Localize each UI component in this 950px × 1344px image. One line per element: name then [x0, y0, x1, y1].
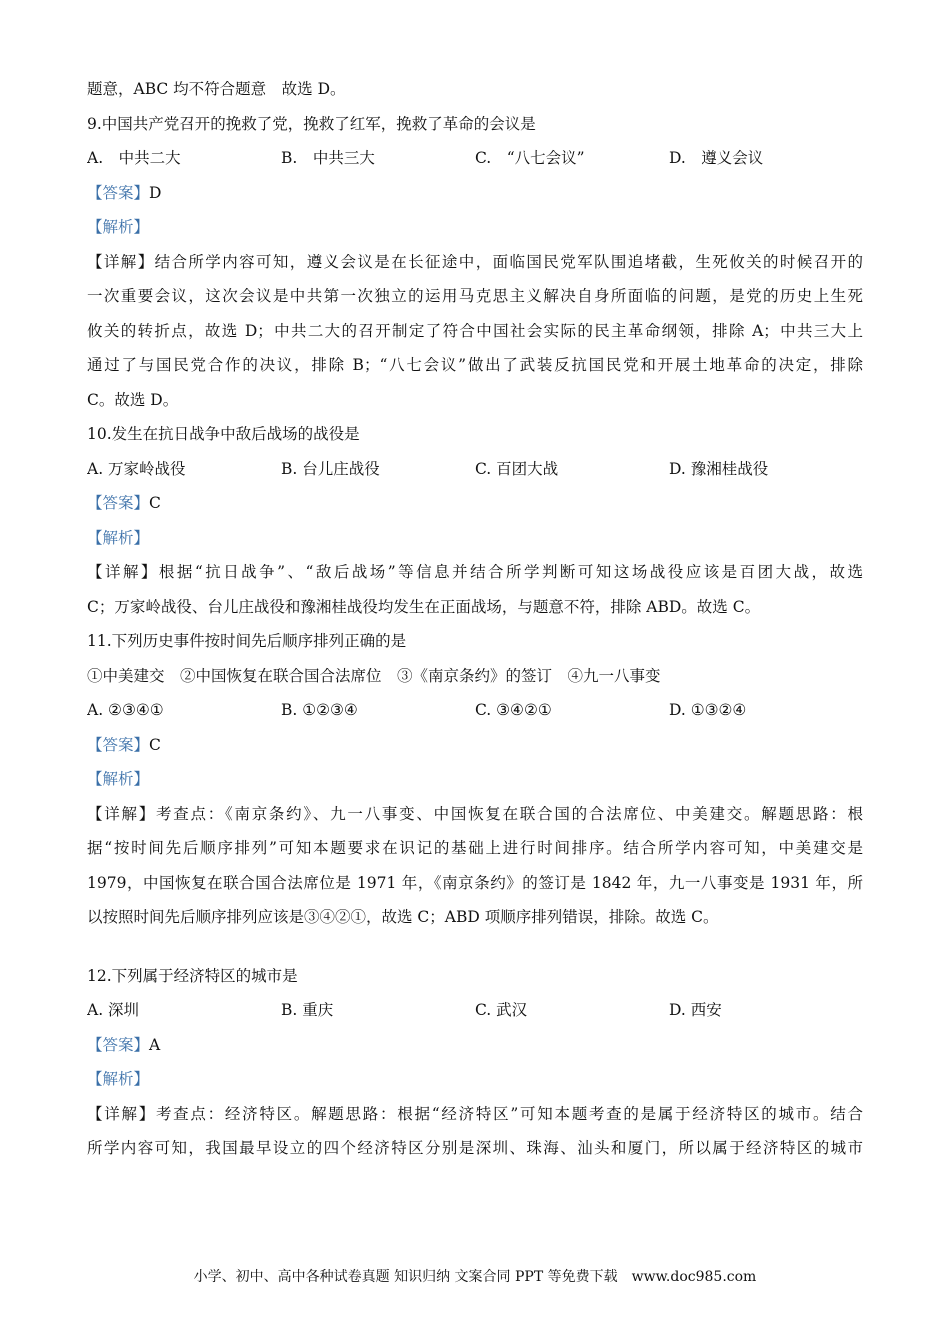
question-12-options	[87, 993, 863, 1028]
question-9-detail	[87, 245, 863, 418]
detail-line: 以按照时间先后顺序排列应该是③④②①，故选 C；ABD 项顺序排列错误，排除。故选 C。	[87, 908, 719, 926]
answer-value: C	[149, 494, 161, 512]
answer-value: C	[149, 735, 161, 754]
answer-value: D	[149, 183, 162, 202]
answer-label: 【答案】	[87, 183, 150, 202]
option-a: A. 万家岭战役	[87, 459, 186, 478]
question-11-analysis-label: 【解析】	[87, 770, 150, 788]
question-12-answer	[87, 1028, 863, 1063]
option-c: C. “八七会议”	[475, 149, 585, 167]
blank-gap	[87, 935, 863, 959]
question-11-detail	[87, 797, 863, 935]
option-d: D. 西安	[669, 1001, 722, 1019]
option-d: D. ①③②④	[669, 701, 747, 719]
detail-line: 一次重要会议，这次会议是中共第一次独立的运用马克思主义解决自身所面临的问题，是党的历史上生死	[87, 287, 863, 305]
document-body	[87, 72, 863, 1166]
option-c: C. 百团大战	[475, 459, 559, 478]
question-10-analysis-label: 【解析】	[87, 528, 150, 547]
detail-line: 【详解】结合所学内容可知，遵义会议是在长征途中，面临国民党军队围追堵截，生死攸关的时候召开的	[87, 252, 863, 271]
option-b: B. 台儿庄战役	[281, 459, 380, 478]
option-d: D. 遵义会议	[669, 149, 764, 167]
continued-text: 题意，ABC 均不符合题意 故选 D。	[87, 80, 346, 98]
question-12-stem: 12.下列属于经济特区的城市是	[87, 966, 298, 985]
answer-value: A	[149, 1035, 161, 1054]
detail-line: 【详解】考查点：经济特区。解题思路：根据“经济特区”可知本题考查的是属于经济特区的城市。结合	[87, 1104, 863, 1123]
question-12-detail	[87, 1097, 863, 1166]
question-9-stem: 9.中国共产党召开的挽救了党，挽救了红军，挽救了革命的会议是	[87, 114, 536, 133]
detail-line: 【详解】考查点：《南京条约》、九一八事变、中国恢复在联合国的合法席位、中美建交。解题思路：根	[87, 804, 863, 823]
question-11-events: ①中美建交 ②中国恢复在联合国合法席位 ③《南京条约》的签订 ④九一八事变	[87, 666, 661, 685]
question-11-answer	[87, 728, 863, 763]
question-10-answer	[87, 486, 863, 521]
question-11-stem: 11.下列历史事件按时间先后顺序排列正确的是	[87, 632, 407, 650]
question-10-options	[87, 452, 863, 487]
option-c: C. 武汉	[475, 1001, 528, 1019]
detail-line: 【详解】根据“抗日战争”、“敌后战场”等信息并结合所学判断可知这场战役应该是百团大战，故选	[87, 563, 863, 581]
detail-line: 据“按时间先后顺序排列”可知本题要求在识记的基础上进行时间排序。结合所学内容可知，中美建交是	[87, 839, 863, 857]
question-12-analysis-label: 【解析】	[87, 1070, 150, 1088]
detail-line: 所学内容可知，我国最早设立的四个经济特区分别是深圳、珠海、汕头和厦门，所以属于经济特区的城市	[87, 1139, 863, 1157]
question-9-answer	[87, 176, 863, 211]
option-a: A. 中共二大	[87, 149, 181, 167]
question-11-options	[87, 693, 863, 728]
detail-line: C。故选 D。	[87, 390, 179, 409]
page-footer: 小学、初中、高中各种试卷真题 知识归纳 文案合同 PPT 等免费下载 www.doc985.com	[193, 1269, 757, 1285]
option-b: B. ①②③④	[281, 701, 358, 719]
question-10-detail	[87, 555, 863, 624]
detail-line: 攸关的转折点，故选 D；中共二大的召开制定了符合中国社会实际的民主革命纲领，排除 A；中共三大上	[87, 321, 863, 340]
option-b: B. 重庆	[281, 1001, 334, 1019]
detail-line: 通过了与国民党合作的决议，排除 B；“八七会议”做出了武装反抗国民党和开展土地革命的决定，排除	[87, 356, 863, 374]
answer-label: 【答案】	[87, 1035, 150, 1054]
answer-label: 【答案】	[87, 735, 150, 754]
detail-line: 1979，中国恢复在联合国合法席位是 1971 年，《南京条约》的签订是 1842 年，九一八事变是 1931 年，所	[87, 873, 863, 892]
option-b: B. 中共三大	[281, 149, 375, 167]
option-d: D. 豫湘桂战役	[669, 459, 769, 478]
option-a: A. ②③④①	[87, 701, 164, 719]
answer-label: 【答案】	[87, 494, 150, 512]
question-10-stem: 10.发生在抗日战争中敌后战场的战役是	[87, 425, 360, 443]
question-9-analysis-label: 【解析】	[87, 218, 150, 236]
option-c: C. ③④②①	[475, 701, 552, 719]
detail-line: C；万家岭战役、台儿庄战役和豫湘桂战役均发生在正面战场，与题意不符，排除 ABD。故选 C。	[87, 597, 761, 616]
option-a: A. 深圳	[87, 1001, 140, 1019]
question-9-options	[87, 141, 863, 176]
